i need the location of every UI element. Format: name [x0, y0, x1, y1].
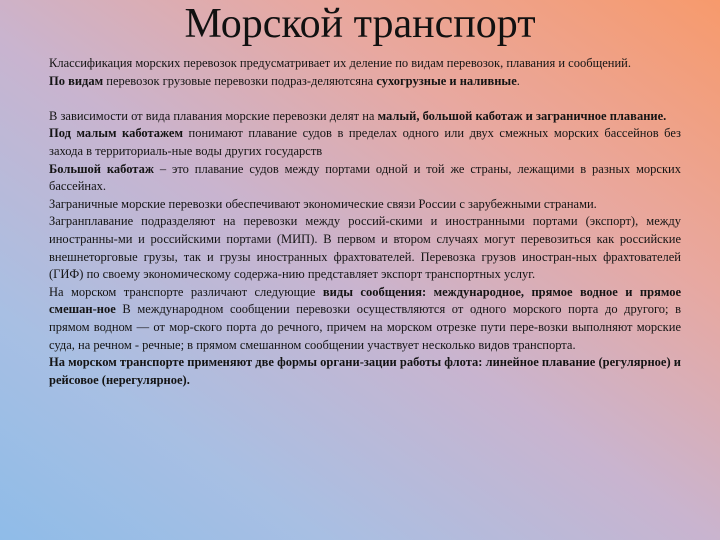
paragraph-classification: Классификация морских перевозок предусматривает их деление по видам перевозок, плавания и сообщений.	[49, 56, 631, 70]
slide-body	[49, 55, 681, 389]
paragraph-text: понимают плавание судов в пределах одного или двух смежных морских бассейнов без захода в территориаль-ные воды других государств	[49, 126, 681, 158]
paragraph-text: В зависимости от вида плавания морские перевозки делят на	[49, 108, 378, 123]
paragraph-cargo-types	[49, 73, 681, 91]
bold-term: малый, большой каботаж и заграничное плавание.	[377, 108, 667, 123]
slide-title: Морской транспорт	[184, 1, 536, 47]
bold-term: По видам	[49, 73, 104, 88]
paragraph-text: В международном сообщении перевозки осуществляются от одного морского порта до другого; в прямом водном — от мор-ского порта до речного, причем на морском отрезке пути пере-возки выполняют морские суда, на речном - речные; в прямом смешанном сообщении участвует несколько видов транспорта.	[49, 302, 681, 352]
paragraph-text: – это плавание судов между портами одной и той же страны, лежащими в разных морских бассейнах.	[49, 161, 681, 194]
paragraph-gap	[49, 90, 681, 108]
paragraph-navigation-types	[49, 108, 681, 126]
paragraph-foreign-navigation: Загранплавание подразделяют на перевозки между россий-скими и иностранными портами (экспорт), между иностранны-ми и российскими портами (МИП). В первом и втором случаях могут перевозиться как российские внешнеторговые грузы, так и грузы иностранных фрахтователей. Перевозка грузов иностран-ных фрахтователей (ГИФ) по своему экономическому содержа-нию представляет экспорт транспортных услуг.	[49, 214, 681, 282]
paragraph-text: На морском транспорте различают следующие	[49, 284, 323, 299]
paragraph-foreign-transport: Заграничные морские перевозки обеспечивают экономические связи России с зарубежными странами.	[49, 196, 597, 211]
paragraph-large-cabotage	[49, 161, 681, 196]
paragraph-text: .	[516, 73, 520, 88]
bold-term: виды сообщения: международное, прямое водное и прямое смешан-ное	[49, 284, 681, 317]
bold-term: Под малым каботажем	[49, 126, 183, 141]
paragraph-small-cabotage	[49, 125, 681, 160]
paragraph-communication-types	[49, 284, 681, 354]
bold-term: Большой каботаж	[49, 161, 154, 176]
bold-term: сухогрузные и наливные	[376, 73, 517, 88]
bold-term: На морском транспорте применяют две формы органи-зации работы флота: линейное плавание (регулярное) и рейсовое (нерегулярное).	[49, 355, 681, 387]
paragraph-text: перевозок грузовые перевозки подраз-деляютсяна	[103, 73, 377, 88]
paragraph-fleet-organization	[49, 354, 681, 389]
